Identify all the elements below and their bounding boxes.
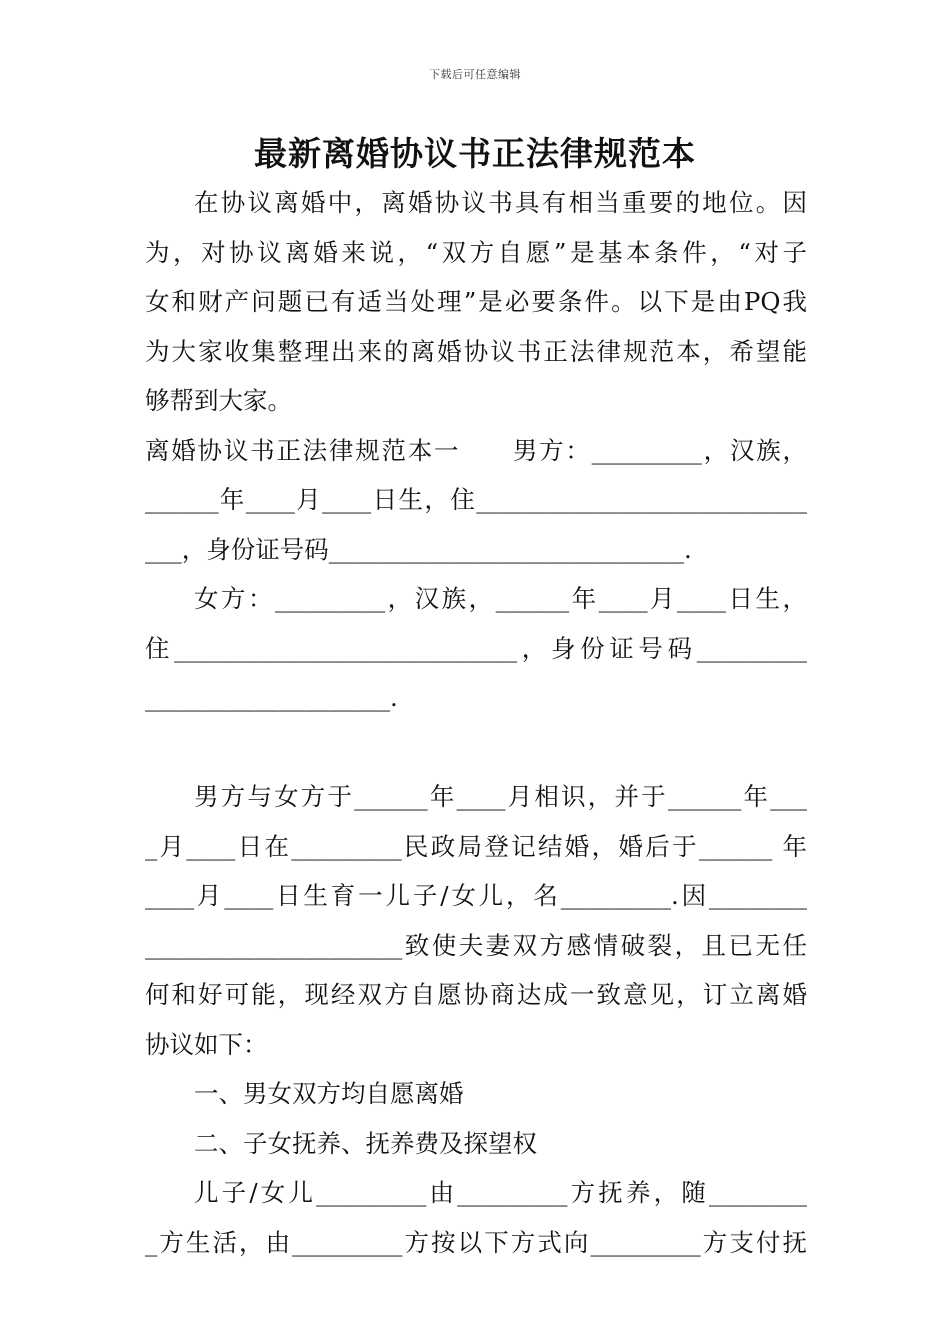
male-id-line: ___，身份证号码_____________________________.	[145, 534, 692, 564]
document-body	[145, 178, 807, 1267]
marriage-line-4: _____________________致使夫妻双方感情破裂，且已无任	[145, 930, 807, 960]
document-title: 最新离婚协议书正法律规范本	[254, 134, 696, 173]
marriage-line-2: _月____日在_________民政局登记结婚，婚后于______ 年	[145, 831, 807, 861]
marriage-line-5: 何和好可能，现经双方自愿协商达成一致意见，订立离婚	[145, 980, 807, 1009]
custody-line-1: 儿子/女儿_________由_________方抚养，随________	[194, 1178, 807, 1207]
marriage-line-3: ____月____日生育一儿子/女儿，名_________.因________	[145, 881, 807, 910]
female-info-line-2: 住____________________________，身份证号码_________	[145, 633, 807, 663]
section-heading-line: 离婚协议书正法律规范本一 男方：_________，汉族，	[145, 435, 807, 465]
intro-line-4: 为大家收集整理出来的离婚协议书正法律规范本，希望能	[145, 336, 807, 366]
male-info-line-2: ______年____月____日生，住___________________________	[145, 485, 807, 514]
marriage-line-1: 男方与女方于______年____月相识，并于______年___	[194, 782, 807, 811]
clause-1: 一、男女双方均自愿离婚	[194, 1079, 464, 1108]
custody-line-2: _方生活，由_________方按以下方式向_________方支付抚	[145, 1227, 807, 1257]
intro-line-3: 女和财产问题已有适当处理”是必要条件。以下是由PQ我	[145, 287, 807, 316]
blank-spacer	[145, 723, 807, 773]
intro-line-1: 在协议离婚中，离婚协议书具有相当重要的地位。因	[194, 188, 807, 217]
clause-2: 二、子女抚养、抚养费及探望权	[194, 1128, 537, 1158]
marriage-line-6: 协议如下：	[145, 1029, 268, 1059]
intro-line-2: 为，对协议离婚来说，“双方自愿”是基本条件，“对子	[145, 237, 807, 267]
female-info-line-1: 女方：_________，汉族，______年____月____日生，	[194, 584, 807, 613]
intro-line-5: 够帮到大家。	[145, 386, 292, 415]
header-note: 下载后可任意编辑	[429, 68, 521, 81]
female-id-line: ____________________.	[145, 683, 398, 712]
